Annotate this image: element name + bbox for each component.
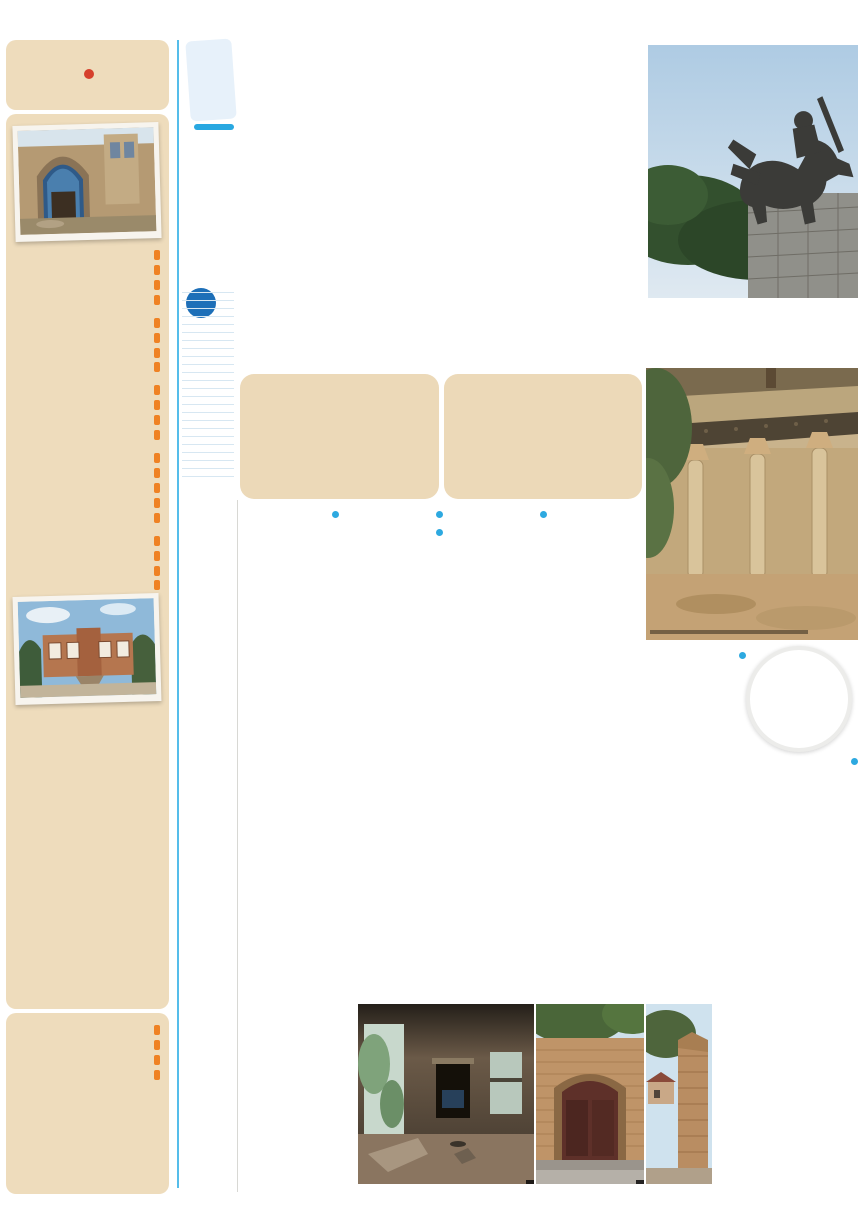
pull-quote bbox=[184, 872, 232, 1220]
sidebar-divider bbox=[177, 40, 179, 1188]
ruled-lines-decor bbox=[182, 292, 234, 482]
masthead-strip bbox=[182, 40, 234, 1190]
blue-bullet-icon bbox=[739, 652, 746, 659]
sidebar-last-box bbox=[6, 1013, 169, 1194]
subhead bbox=[750, 756, 858, 770]
brick-ruin-photo bbox=[646, 1004, 712, 1184]
date-box bbox=[194, 124, 234, 130]
vakili-house-photo bbox=[12, 122, 161, 242]
house-section-raisoltojjar bbox=[15, 535, 160, 594]
article-column bbox=[240, 45, 337, 363]
sidebar-headline bbox=[15, 65, 160, 85]
interior-photo-caption bbox=[526, 1180, 534, 1184]
subhead bbox=[448, 509, 547, 523]
subhead bbox=[344, 527, 443, 541]
subhead bbox=[240, 509, 339, 523]
article-column bbox=[650, 303, 750, 363]
old-door-photo bbox=[536, 1004, 644, 1184]
article-column bbox=[344, 505, 443, 999]
sidebar-status-panel bbox=[6, 40, 169, 1194]
article-column bbox=[552, 45, 645, 363]
blue-bullet-icon bbox=[436, 529, 443, 536]
shahrara-logo bbox=[185, 38, 236, 121]
article-column bbox=[750, 752, 858, 1192]
house-section-vakili bbox=[15, 249, 160, 308]
article-column bbox=[448, 505, 547, 999]
infobox-past-demolitions bbox=[240, 374, 439, 499]
sidebar-houses-box bbox=[6, 114, 169, 1009]
house-section-ghoreyshi bbox=[15, 452, 160, 526]
blue-bullet-icon bbox=[851, 758, 858, 765]
article-column bbox=[552, 505, 644, 999]
blue-bullet-icon bbox=[436, 511, 443, 518]
article-column bbox=[344, 45, 441, 363]
mojtahedi-mansion-photo bbox=[646, 368, 858, 640]
subhead bbox=[650, 650, 746, 664]
sidebar-headline-box bbox=[6, 40, 169, 110]
house-section-meshkatian bbox=[15, 317, 160, 376]
mansion-photo-caption bbox=[650, 630, 808, 634]
article-column bbox=[448, 45, 545, 363]
pullquote-divider bbox=[237, 500, 238, 1192]
blue-bullet-icon bbox=[332, 511, 339, 518]
red-bullet-icon bbox=[84, 69, 94, 79]
house-section-aminislami bbox=[15, 1024, 160, 1083]
nader-statue-photo bbox=[648, 45, 858, 298]
subhead bbox=[344, 509, 443, 523]
blue-bullet-icon bbox=[540, 511, 547, 518]
article-column bbox=[755, 303, 858, 363]
house-section-mojtahedi bbox=[15, 384, 160, 443]
repair-count-badge bbox=[746, 646, 852, 752]
article-column bbox=[650, 646, 746, 1002]
raisoltojjar-house-photo bbox=[13, 593, 162, 705]
door-photo-caption bbox=[636, 1180, 644, 1184]
mojtahedi-rooms-photo bbox=[358, 1004, 534, 1184]
infobox-recent-demolitions bbox=[444, 374, 642, 499]
article-column bbox=[240, 505, 339, 1193]
